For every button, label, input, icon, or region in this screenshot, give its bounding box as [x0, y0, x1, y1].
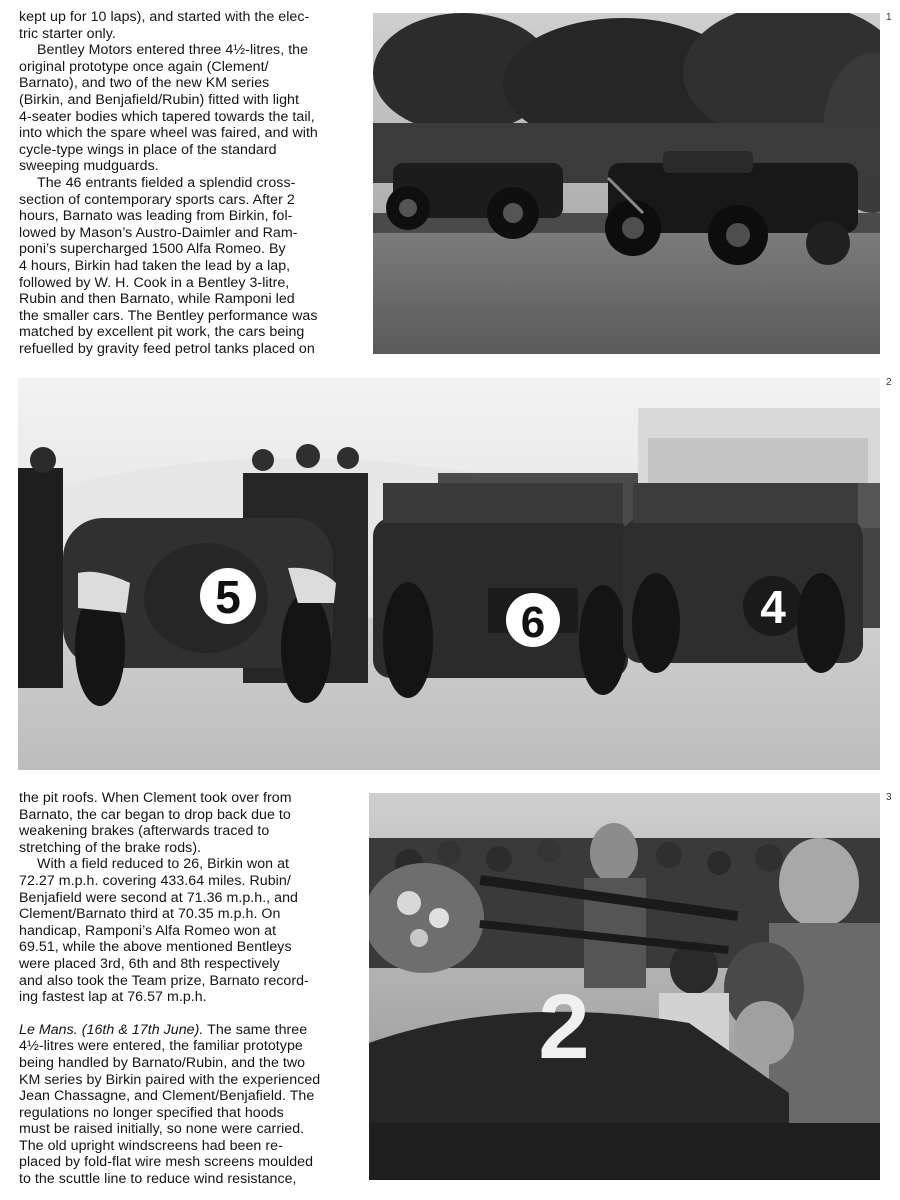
photo-2-image: [18, 378, 880, 770]
plate-number-2: 2: [886, 377, 892, 388]
text-line: kept up for 10 laps), and started with the elec-: [19, 9, 310, 25]
text-line: cycle-type wings in place of the standard: [19, 141, 277, 158]
text-line: section of contemporary sports cars. After 2: [19, 191, 295, 208]
text-line: refuelled by gravity feed petrol tanks placed on: [19, 340, 315, 357]
text-line: 69.51, while the above mentioned Bentleys: [19, 939, 292, 956]
text-line: matched by excellent pit work, the cars being: [19, 324, 305, 341]
text-line: (Birkin, and Benjafield/Rubin) fitted with light: [19, 91, 299, 108]
text-line: followed by W. H. Cook in a Bentley 3-litre,: [19, 274, 290, 291]
text-line: being handled by Barnato/Rubin, and the two: [19, 1054, 306, 1071]
photo-crashed-cars: [373, 13, 880, 354]
text-line: were placed 3rd, 6th and 8th respectively: [19, 955, 280, 972]
text-line: With a field reduced to 26, Birkin won at: [37, 856, 290, 873]
text-line: KM series by Birkin paired with the experienced: [19, 1071, 321, 1088]
text-line: lowed by Mason’s Austro-Daimler and Ram-: [19, 224, 298, 241]
car-number-5: 5: [215, 571, 241, 623]
text-line: [19, 1022, 369, 1039]
text-line: the pit roofs. When Clement took over from: [19, 790, 292, 806]
text-line: original prototype once again (Clement/: [19, 58, 269, 75]
text-line: The 46 entrants fielded a splendid cross-: [37, 174, 296, 191]
text-line: ing fastest lap at 76.57 m.p.h.: [19, 989, 207, 1006]
text-line: Barnato), and two of the new KM series: [19, 75, 270, 92]
car-number-4: 4: [760, 581, 786, 633]
text-column-bottom: [19, 790, 369, 1188]
text-line: Barnato, the car began to drop back due to: [19, 806, 291, 823]
text-line: the smaller cars. The Bentley performance was: [19, 307, 318, 324]
car-number-2: 2: [538, 976, 590, 1078]
text-line: weakening brakes (afterwards traced to: [19, 823, 270, 840]
text-line: into which the spare wheel was faired, and with: [19, 125, 318, 142]
text-line: regulations no longer specified that hoods: [19, 1104, 284, 1121]
text-column-top: [19, 9, 369, 357]
text-line: and also took the Team prize, Barnato record-: [19, 972, 309, 989]
text-line: 72.27 m.p.h. covering 433.64 miles. Rubin/: [19, 872, 291, 889]
text-line: to the scuttle line to reduce wind resistance,: [19, 1171, 297, 1188]
text-line: must be raised initially, so none were carried.: [19, 1121, 305, 1138]
text-line: poni’s supercharged 1500 Alfa Romeo. By: [19, 241, 286, 258]
text-line: 4 hours, Birkin had taken the lead by a lap,: [19, 257, 291, 274]
text-line: tric starter only.: [19, 25, 116, 42]
photo-winning-car-2: [369, 793, 880, 1180]
text-line: Rubin and then Barnato, while Ramponi led: [19, 291, 295, 308]
text-line: The old upright windscreens had been re-: [19, 1137, 283, 1154]
text-line: 4-seater bodies which tapered towards the tail,: [19, 108, 315, 125]
text-line: handicap, Ramponi’s Alfa Romeo won at: [19, 922, 277, 939]
paragraph-gap: [19, 1006, 369, 1022]
photo-3-image: [369, 793, 880, 1180]
text-line: Benjafield were second at 71.36 m.p.h., and: [19, 889, 298, 906]
text-line: Bentley Motors entered three 4½-litres, the: [37, 42, 309, 59]
plate-number-1: 1: [886, 12, 892, 23]
photo-team-cars-5-6-4: [18, 378, 880, 770]
text-line: 4½-litres were entered, the familiar prototype: [19, 1038, 303, 1055]
text-line: sweeping mudguards.: [19, 158, 159, 175]
text-line: placed by fold-flat wire mesh screens moulded: [19, 1154, 314, 1171]
text-line: stretching of the brake rods).: [19, 839, 202, 856]
text-run: The same three: [203, 1021, 308, 1038]
section-heading-le-mans: Le Mans. (16th & 17th June).: [19, 1021, 204, 1038]
text-line: Jean Chassagne, and Clement/Benjafield. The: [19, 1088, 315, 1105]
text-line: hours, Barnato was leading from Birkin, fol-: [19, 208, 293, 225]
plate-number-3: 3: [886, 792, 892, 803]
photo-1-image: [373, 13, 880, 354]
text-line: Clement/Barnato third at 70.35 m.p.h. On: [19, 906, 281, 923]
car-number-6: 6: [520, 598, 546, 647]
